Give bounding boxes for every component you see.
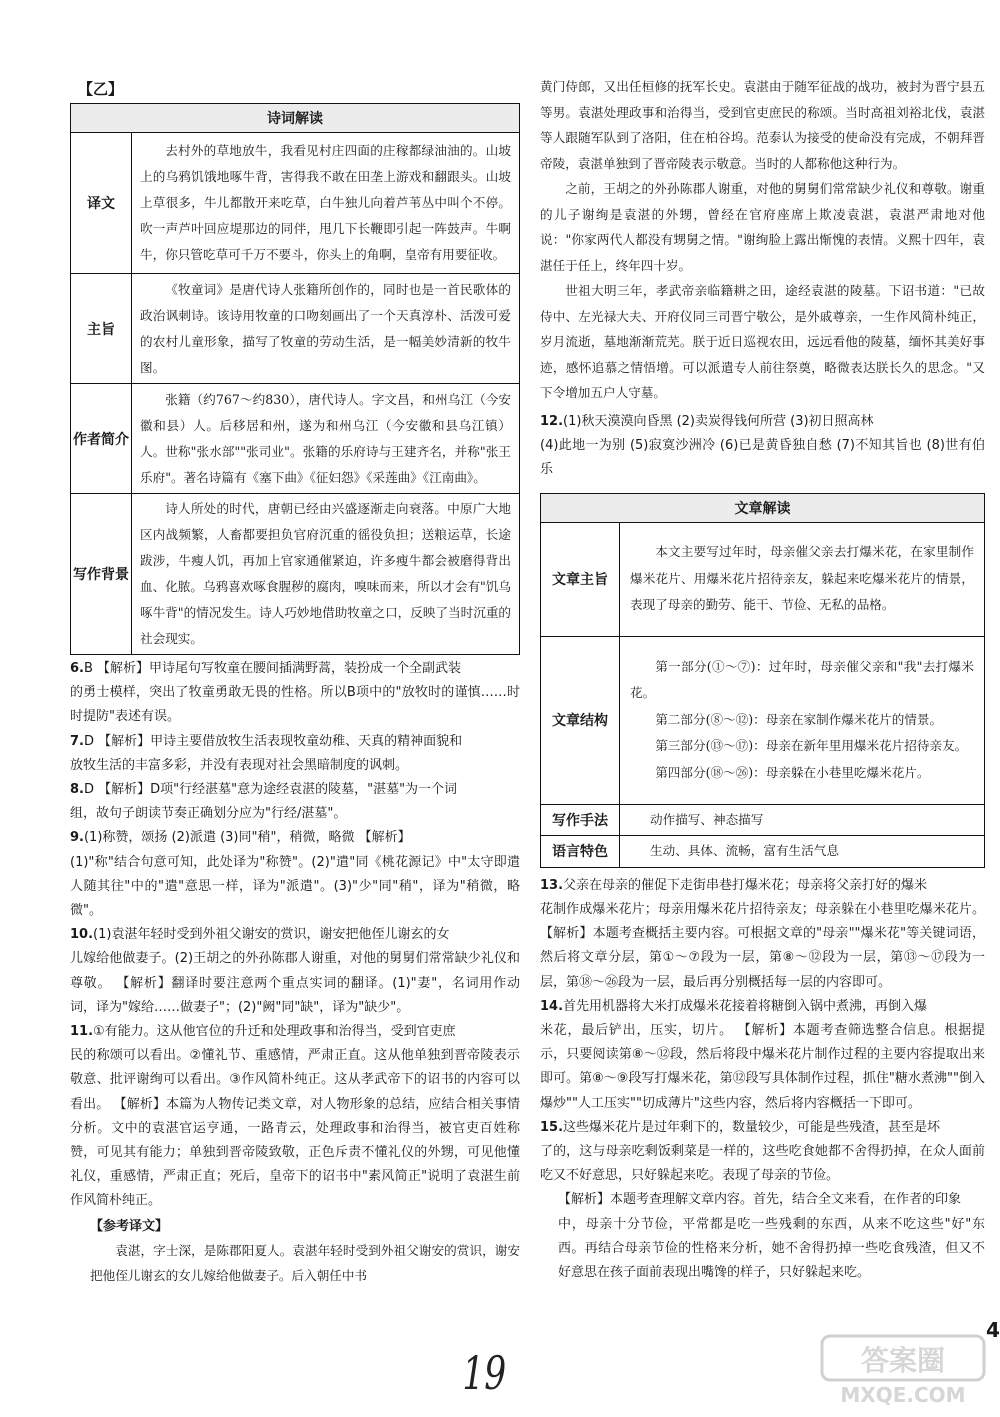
article-interpretation-table bbox=[540, 493, 985, 868]
handwritten-page-number: 19 bbox=[462, 1346, 507, 1400]
table-row bbox=[541, 522, 985, 636]
reference-translation-paragraph-3: 世祖大明三年，孝武帝亲临籍耕之田，途经袁湛的陵墓。下诏书道："已故侍中、左光禄大夫、开府仪同三司晋宁敬公，是外戚尊亲，一生作风简朴纯正，岁月流逝，墓地渐渐荒芜。朕于近日巡视农田，远远看他的陵墓，缅怀其美好事迹，感怀追慕之情悟增。可以派遣专人前往祭奠，略微表达朕长久的思念。"又下令增加五户人守墓。 bbox=[540, 283, 985, 400]
row-text-language: 生动、具体、流畅，富有生活气息 bbox=[620, 836, 985, 868]
left-column bbox=[70, 70, 520, 1289]
row-label-background: 写作背景 bbox=[71, 494, 132, 655]
row-label-language: 语言特色 bbox=[541, 836, 620, 868]
row-label-translation: 译文 bbox=[71, 133, 132, 274]
row-text-theme: 《牧童词》是唐代诗人张籍所创作的，同时也是一首民歌体的政治讽刺诗。该诗用牧童的口吻刻画出了一个天真淳朴、活泼可爱的农村儿童形象，描写了牧童的劳动生活，是一幅美妙清新的牧牛图。 bbox=[132, 274, 520, 384]
answer-9: 9.(1)称赞，颂扬 (2)派遣 (3)同"稍"，稍微，略微 【解析】 (1)"称"结合句意可知，此处译为"称赞"。(2)"遣"同《桃花源记》中"太守即遣人随其往"中的"遣"意思一样，译为"派遣"。(3)"少"同"稍"，译为"稍微，略微"。 bbox=[70, 830, 520, 919]
structure-line: 第四部分(⑱～㉖)：母亲躲在小巷里吃爆米花片。 bbox=[655, 764, 930, 780]
answer-12: 12.(1)秋天漠漠向昏黑 (2)卖炭得钱何所营 (3)初日照高林 (4)此地一为别 (5)寂寞沙洲冷 (6)已是黄昏独自愁 (7)不知其旨也 (8)世有伯乐 bbox=[540, 413, 985, 478]
row-label-technique: 写作手法 bbox=[541, 804, 620, 836]
answer-6: 6.B 【解析】甲诗尾句写牧童在腰间插满野蒿，装扮成一个全副武装 的勇士模样，突出了牧童勇敢无畏的性格。所以B项中的"放牧时的谨慎……时时提防"表述有误。 bbox=[70, 661, 520, 725]
row-text-article-structure bbox=[620, 636, 985, 804]
table-row bbox=[71, 133, 520, 274]
page-number: 4 bbox=[986, 1318, 1000, 1342]
table-header: 文章解读 bbox=[541, 493, 985, 522]
answer-15-analysis: 【解析】本题考查理解文章内容。首先，结合全文来看，在作者的印象 中，母亲十分节俭，平常都是吃一些残剩的东西，从来不吃这些"好"东西。再结合母亲节俭的性格来分析，她不舍得扔掉一些吃食残渣，但又不好意思在孩子面前表现出嘴馋的样子，只好躲起来吃。 bbox=[558, 1192, 985, 1280]
answer-8: 8.D 【解析】D项"行经湛墓"意为途经袁湛的陵墓，"湛墓"为一个词 组，故句子朗读节奏正确划分应为"行经/湛墓"。 bbox=[70, 782, 458, 822]
table-row bbox=[541, 636, 985, 804]
table-row bbox=[541, 836, 985, 868]
answer-13: 13.父亲在母亲的催促下走街串巷打爆米花；母亲将父亲打好的爆米 花制作成爆米花片；母亲用爆米花片招待亲友；母亲躲在小巷里吃爆米花片。 【解析】本题考查概括主要内容。可根据文章的"母亲""爆米花"等关键词语，然后将文章分层，第①～⑦段为一层，第⑧～⑫段为一层，第⑬～⑰段为一层，第⑱～㉖段为一层，最后再分别概括每一层的内容即可。 bbox=[540, 877, 985, 990]
section-label-yi: 【乙】 bbox=[78, 80, 124, 98]
row-label-article-structure: 文章结构 bbox=[541, 636, 620, 804]
row-text-background: 诗人所处的时代，唐朝已经由兴盛逐渐走向衰落。中原广大地区内战频繁，人畜都要担负官府沉重的徭役负担；送粮运草，长途跋涉，牛瘦人饥，再加上官家通催紧迫，许多瘦牛都会被磨得背出血、化脓。乌鸦喜欢啄食腥秽的腐肉，嗅味而来，所以才会有"饥乌啄牛背"的情况发生。诗人巧妙地借助牧童之口，反映了当时沉重的社会现实。 bbox=[132, 494, 520, 655]
reference-translation-continued: 黄门侍郎，又出任桓修的抚军长史。袁湛由于随军征战的战功，被封为晋宁县五等男。袁湛处理政事和治得当，受到官吏庶民的称颂。当时高祖刘裕北伐，袁湛等人跟随军队到了洛阳，住在柏谷坞。范泰认为接受的使命没有完成，不朝拜晋帝陵，袁湛单独到了晋帝陵表示敬意。当时的人都称他这种行为。 bbox=[540, 79, 985, 171]
table-row bbox=[71, 494, 520, 655]
answer-14: 14.首先用机器将大米打成爆米花接着将糖倒入锅中煮沸，再倒入爆 米花，最后铲出，压实，切片。 【解析】本题考查筛选整合信息。根据提示，只要阅读第⑧～⑫段，然后将段中爆米花片制作过程的主要内容提取出来即可。第⑧～⑨段写打爆米花，第⑫段写具体制作过程，抓住"糖水煮沸""倒入爆炒""人工压实""切成薄片"这些内容，然后将内容概括一下即可。 bbox=[540, 998, 985, 1111]
svg-text:答案圈: 答案圈 bbox=[860, 1344, 946, 1377]
row-text-translation: 去村外的草地放牛，我看见村庄四面的庄稼都绿油油的。山坡上的乌鸦饥饿地啄牛背，害得我不敢在田垄上游戏和翻跟头。山坡上草很多，牛儿都散开来吃草，白牛独儿向着芦苇丛中叫个不停。吹一声芦叶回应堤那边的同伴，甩几下长鞭即引起一阵鼓声。牛啊牛，你只管吃草可千万不要斗，你头上的角啊，皇帝有用要征收。 bbox=[132, 133, 520, 274]
table-row bbox=[71, 274, 520, 384]
right-column bbox=[540, 74, 985, 1285]
answer-15: 15.这些爆米花片是过年剩下的，数量较少，可能是些残渣，甚至是坏 了的，这与母亲吃剩饭剩菜是一样的，这些吃食她都不舍得扔掉，在众人面前吃又不好意思，只好躲起来吃。表现了母亲的节俭。 bbox=[540, 1119, 985, 1184]
row-label-article-theme: 文章主旨 bbox=[541, 522, 620, 636]
table-row bbox=[541, 804, 985, 836]
table-row bbox=[71, 384, 520, 494]
row-text-article-theme: 本文主要写过年时，母亲催父亲去打爆米花，在家里制作爆米花片、用爆米花片招待亲友，躲起来吃爆米花片的情景，表现了母亲的勤劳、能干、节俭、无私的品格。 bbox=[620, 522, 985, 636]
answer-11: 11.①有能力。这从他官位的升迁和处理政事和治得当，受到官吏庶 民的称颂可以看出。②懂礼节、重感情，严肃正直。这从他单独到晋帝陵表示敬意、批评谢绚可以看出。③作风简朴纯正。这从孝武帝下的诏书的内容可以看出。 【解析】本篇为人物传记类文章，对人物形象的总结，应结合相关事情分析。文中的袁湛官运亨通，一路青云，处理政事和治得当，被官吏百姓称赞，可见其有能力；单独到晋帝陵致敬，正色斥责不懂礼仪的外甥，可见他懂礼仪，重感情，严肃正直；死后，皇帝下的诏书中"素风简正"说明了袁湛生前作风简朴纯正。 bbox=[70, 1024, 520, 1209]
answer-10: 10.(1)袁湛年轻时受到外祖父谢安的赏识，谢安把他侄儿谢玄的女 儿嫁给他做妻子。(2)王胡之的外孙陈郡人谢重，对他的舅舅们常常缺少礼仪和尊敬。 【解析】翻译时要注意两个重点实词的翻译。(1)"妻"，名词用作动词，译为"嫁给……做妻子"；(2)"阙"同"缺"，译为"缺少"。 bbox=[70, 927, 520, 1015]
row-text-author: 张籍（约767～约830），唐代诗人。字文昌，和州乌江（今安徽和县）人。后移居和州，遂为和州乌江（今安徽和县乌江镇）人。世称"张水部""张司业"。张籍的乐府诗与王建齐名，并称"张王乐府"。著名诗篇有《塞下曲》《征妇怨》《采莲曲》《江南曲》。 bbox=[132, 384, 520, 494]
row-label-author: 作者简介 bbox=[71, 384, 132, 494]
svg-text:MXQE.COM: MXQE.COM bbox=[840, 1383, 966, 1407]
row-text-technique: 动作描写、神态描写 bbox=[620, 804, 985, 836]
reference-translation-paragraph: 袁湛，字士深，是陈郡阳夏人。袁湛年轻时受到外祖父谢安的赏识，谢安把他侄儿谢玄的女儿嫁给他做妻子。后入朝任中书 bbox=[90, 1242, 520, 1284]
poem-interpretation-table bbox=[70, 103, 520, 655]
structure-line: 第一部分(①～⑦)：过年时，母亲催父亲和"我"去打爆米花。 bbox=[630, 658, 974, 701]
structure-line: 第二部分(⑧～⑫)：母亲在家制作爆米花片的情景。 bbox=[655, 711, 943, 727]
table-header: 诗词解读 bbox=[71, 104, 520, 133]
row-label-theme: 主旨 bbox=[71, 274, 132, 384]
answer-7: 7.D 【解析】甲诗主要借放牧生活表现牧童幼稚、天真的精神面貌和 放牧生活的丰富多彩，并没有表现对社会黑暗制度的讽刺。 bbox=[70, 733, 463, 773]
reference-translation-title: 【参考译文】 bbox=[90, 1218, 169, 1234]
structure-line: 第三部分(⑬～⑰)：母亲在新年里用爆米花片招待亲友。 bbox=[655, 738, 968, 754]
reference-translation-paragraph-2: 之前，王胡之的外孙陈郡人谢重，对他的舅舅们常常缺少礼仪和尊敬。谢重的儿子谢绚是袁湛的外甥，曾经在官府座席上欺凌袁湛，袁湛严肃地对他说："你家两代人都没有甥舅之情。"谢绚脸上露出惭愧的表情。义熙十四年，袁湛任于任上，终年四十岁。 bbox=[540, 181, 985, 273]
watermark-logo bbox=[818, 1330, 988, 1408]
